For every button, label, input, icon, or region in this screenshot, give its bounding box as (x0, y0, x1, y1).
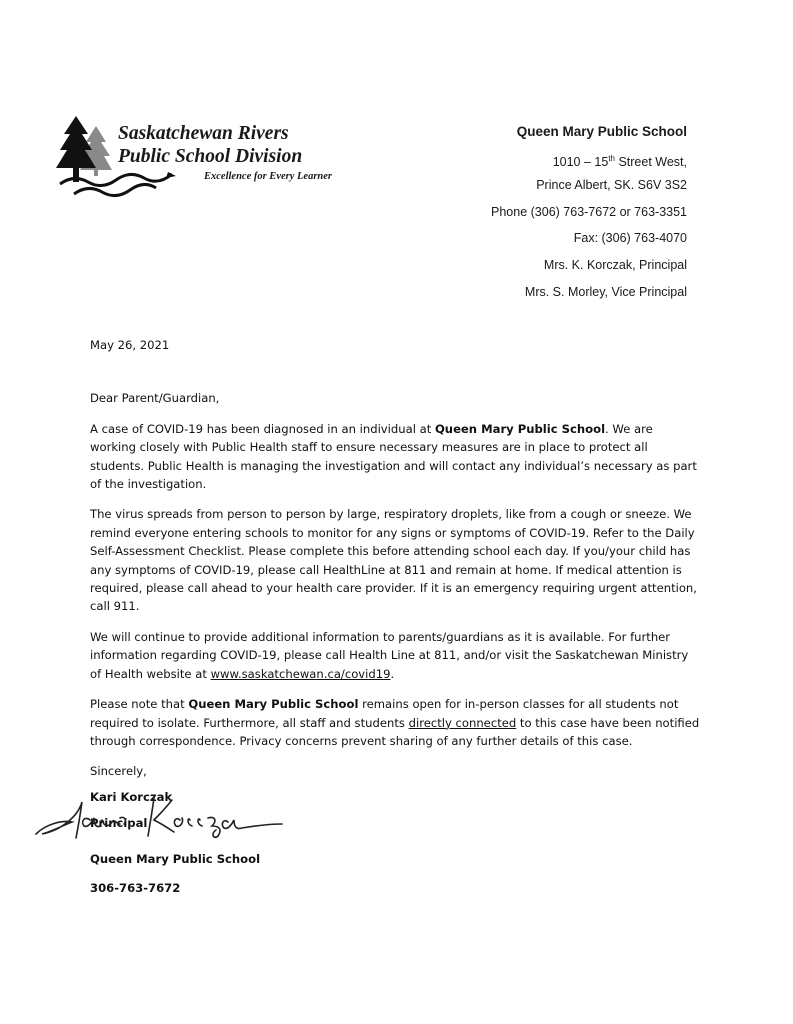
handwritten-signature (32, 790, 292, 850)
division-name-line1: Saskatchewan Rivers (118, 123, 289, 144)
signature-block (32, 790, 292, 850)
division-logo (52, 112, 352, 200)
school-phone: Phone (306) 763-7672 or 763-3351 (491, 204, 687, 219)
footer-school-name: Queen Mary Public School (90, 852, 261, 866)
school-principal: Mrs. K. Korczak, Principal (543, 257, 687, 272)
school-name: Queen Mary Public School (516, 124, 687, 139)
footer-phone: 306-763-7672 (90, 881, 181, 895)
division-tagline: Excellence for Every Learner (204, 171, 333, 182)
signatory-name: Kari Korczak (90, 790, 173, 804)
paragraph-1: A case of COVID-19 has been diagnosed in an individual at Queen Mary Public School. We are working closely with Public Health staff to ensure necessary measures are in place to protect all students. Public Health is managing the investigation and will contact any individual’s necessary as part of the investigation. (90, 421, 697, 492)
paragraph-2: The virus spreads from person to person by large, respiratory droplets, like from a cough or sneeze. We remind everyone entering schools to monitor for any signs or symptoms of COVID-19. Refer to the Daily Self-Assessment Checklist. Please complete this before attending school each day. If you/your child has any symptoms of COVID-19, please call HealthLine at 811 and remain at home. If medical attention is required, please call ahead to your health care provider. If it is an emergency requiring urgent attention, call 911. (90, 507, 697, 614)
paragraph-4: Please note that Queen Mary Public School remains open for in-person classes for all students not required to isolate. Furthermore, all staff and students directly connected to this case have been notified through correspondence. Privacy concerns prevent sharing of any further details of this case. (90, 697, 700, 748)
closing: Sincerely, (90, 764, 147, 779)
paragraph-3: We will continue to provide additional information to parents/guardians as it is available. For further information regarding COVID-19, please call Health Line at 811, and/or visit the Saskatchewan Ministry of Health website at www.saskatchewan.ca/covid19. (90, 629, 689, 681)
letterhead-contact (491, 122, 687, 308)
salutation: Dear Parent/Guardian, (90, 391, 220, 406)
ministry-link[interactable]: www.saskatchewan.ca/covid19 (210, 666, 391, 681)
letter-body (90, 336, 700, 793)
division-name-line2: Public School Division (118, 146, 303, 167)
school-fax: Fax: (306) 763-4070 (573, 231, 687, 246)
school-vice-principal: Mrs. S. Morley, Vice Principal (524, 284, 687, 299)
signatory-title: Principal (90, 816, 148, 830)
division-name (118, 122, 302, 168)
letter-date: May 26, 2021 (90, 338, 170, 352)
school-address-line1: 1010 – 15th Street West, (552, 153, 687, 169)
school-address-line2: Prince Albert, SK. S6V 3S2 (536, 178, 687, 193)
